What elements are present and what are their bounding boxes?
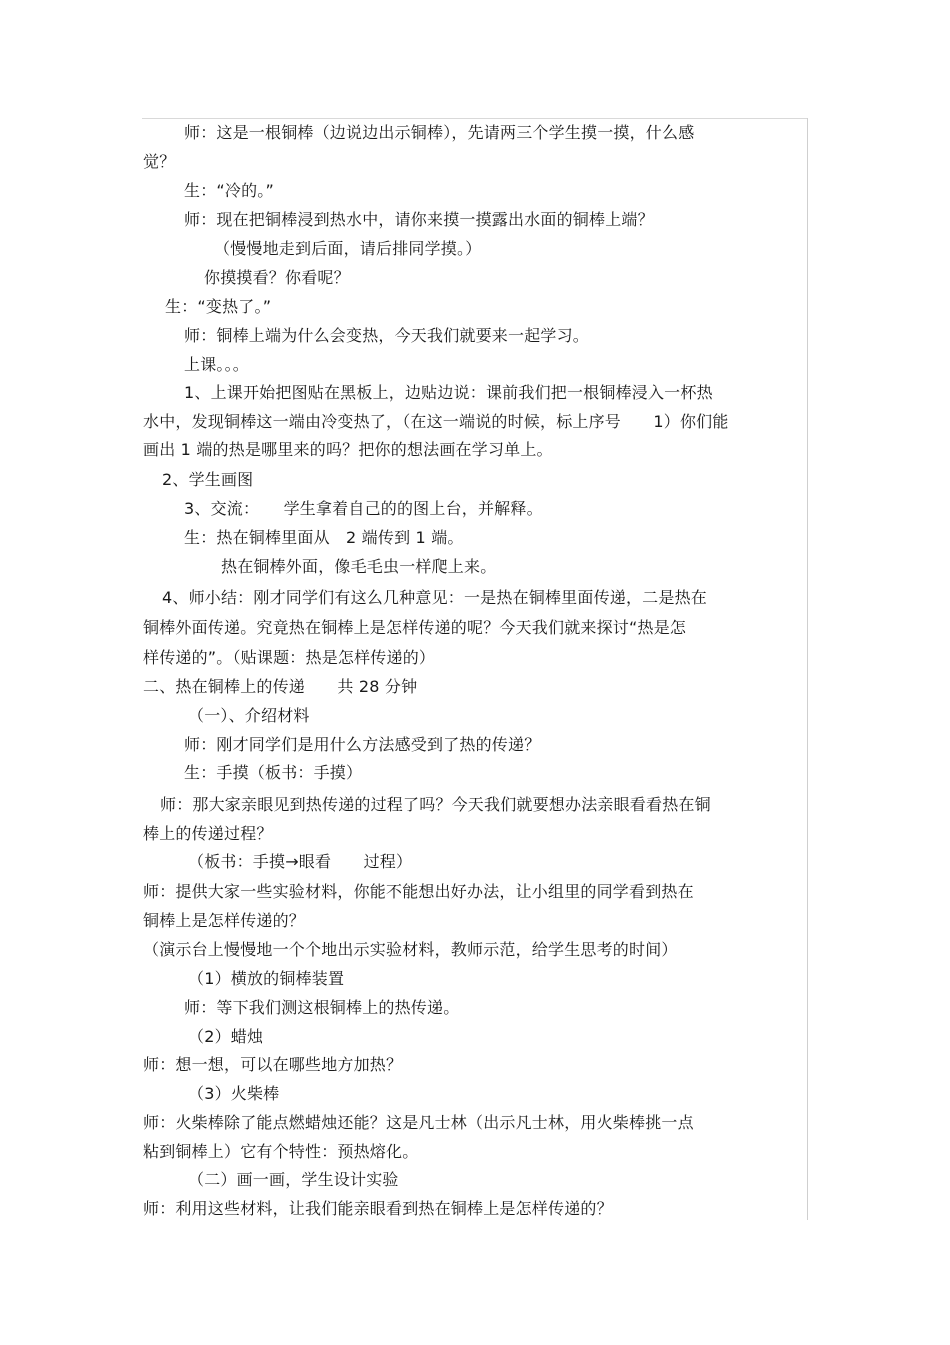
text-line: 铜棒外面传递。究竟热在铜棒上是怎样传递的呢？今天我们就来探讨“热是怎 (143, 618, 687, 637)
text-line: 2、学生画图 (162, 470, 254, 489)
table-border-top (142, 118, 808, 119)
text-line: 师：想一想，可以在哪些地方加热？ (143, 1055, 403, 1074)
text-line: 生：热在铜棒里面从 2 端传到 1 端。 (184, 528, 464, 547)
material-item: （2）蜡烛 (188, 1027, 264, 1046)
text-line: 铜棒上是怎样传递的？ (143, 911, 306, 930)
text-line: 水中，发现铜棒这一端由冷变热了，（在这一端说的时候，标上序号 1）你们能 (143, 412, 729, 431)
text-line: 师：利用这些材料，让我们能亲眼看到热在铜棒上是怎样传递的？ (143, 1199, 613, 1218)
text-line: 觉？ (143, 152, 176, 171)
text-line: 样传递的”。（贴课题：热是怎样传递的） (143, 648, 436, 667)
text-line: 你摸摸看？你看呢？ (204, 268, 350, 287)
text-line: 粘到铜棒上）它有个特性：预热熔化。 (143, 1142, 419, 1161)
text-line: （慢慢地走到后面，请后排同学摸。） (214, 239, 482, 258)
text-line: 师：等下我们测这根铜棒上的热传递。 (184, 998, 460, 1017)
text-line: 1、上课开始把图贴在黑板上，边贴边说：课前我们把一根铜棒浸入一杯热 (184, 383, 713, 402)
text-line: 生：“变热了。” (165, 297, 272, 316)
text-line: 师：现在把铜棒浸到热水中，请你来摸一摸露出水面的铜棒上端？ (184, 210, 654, 229)
text-line: 画出 1 端的热是哪里来的吗？把你的想法画在学习单上。 (143, 440, 553, 459)
text-line: 3、交流： 学生拿着自己的的图上台，并解释。 (184, 499, 543, 518)
text-line: 热在铜棒外面，像毛毛虫一样爬上来。 (221, 557, 497, 576)
table-border-right (807, 118, 808, 1220)
subsection-heading: （二）画一画，学生设计实验 (188, 1170, 399, 1189)
text-line: 师：提供大家一些实验材料，你能不能想出好办法，让小组里的同学看到热在 (143, 882, 694, 901)
section-heading: 二、热在铜棒上的传递 共 28 分钟 (143, 677, 418, 696)
text-line: 生：“冷的。” (184, 181, 274, 200)
text-line: 4、师小结：刚才同学们有这么几种意见：一是热在铜棒里面传递，二是热在 (162, 588, 707, 607)
material-item: （1）横放的铜棒装置 (188, 969, 345, 988)
subsection-heading: （一）、介绍材料 (188, 706, 310, 725)
text-line: 生：手摸（板书：手摸） (184, 763, 363, 782)
text-line: （演示台上慢慢地一个个地出示实验材料，教师示范，给学生思考的时间） (143, 940, 678, 959)
text-line: 棒上的传递过程？ (143, 824, 273, 843)
text-line: 师：那大家亲眼见到热传递的过程了吗？今天我们就要想办法亲眼看看热在铜 (160, 795, 711, 814)
text-line: 师：这是一根铜棒（边说边出示铜棒），先请两三个学生摸一摸，什么感 (184, 123, 695, 142)
text-line: 上课。。。 (184, 355, 250, 374)
material-item: （3）火柴棒 (188, 1084, 280, 1103)
text-line: 师：铜棒上端为什么会变热，今天我们就要来一起学习。 (184, 326, 590, 345)
text-line: （板书：手摸→眼看 过程） (188, 852, 413, 871)
text-line: 师：刚才同学们是用什么方法感受到了热的传递？ (184, 735, 541, 754)
text-line: 师：火柴棒除了能点燃蜡烛还能？这是凡士林（出示凡士林，用火柴棒挑一点 (143, 1113, 694, 1132)
